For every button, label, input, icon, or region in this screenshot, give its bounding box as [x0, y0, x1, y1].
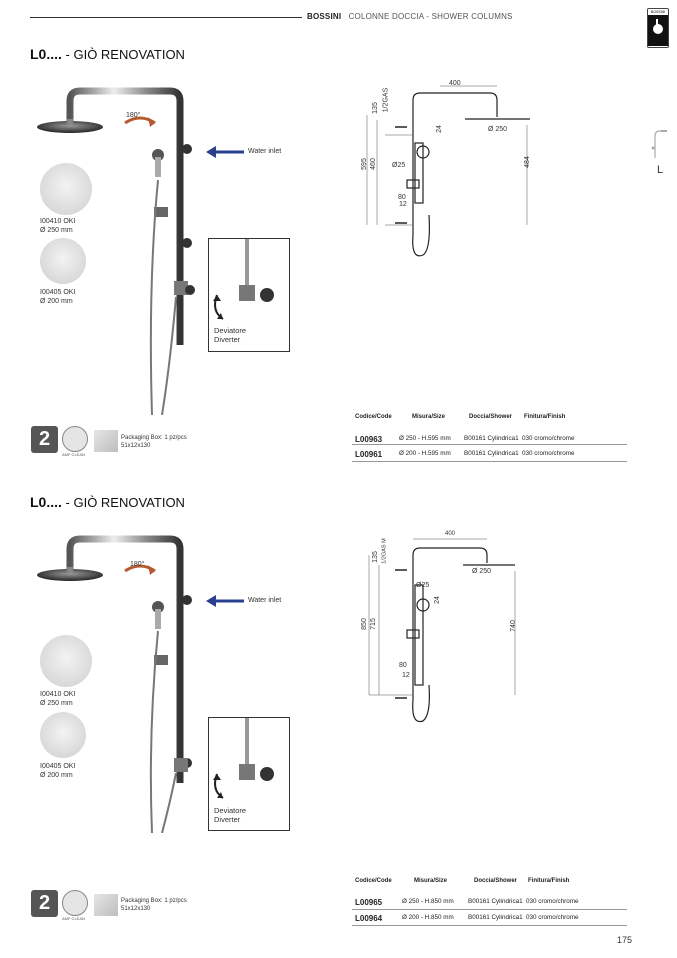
dim-12: 12 — [399, 201, 407, 208]
shower-head-thumbnail — [40, 163, 92, 215]
row-divider — [352, 461, 627, 462]
diverter-label-en: Diverter — [214, 335, 241, 344]
row-size: Ø 250 - H.595 mm — [399, 435, 451, 442]
dim-12: 12 — [402, 672, 410, 679]
col-header: Codice/Code — [355, 878, 392, 884]
head-code: I00405 OKI — [40, 289, 76, 296]
row-finish: 030 cromo/chrome — [522, 450, 575, 457]
packaging-text: Packaging Box: 1 pz/pcs — [121, 435, 187, 441]
shower-head-thumbnail — [40, 238, 86, 284]
row-shower: B00161 Cylindrica1 — [464, 435, 519, 442]
product-table — [352, 413, 627, 465]
dim-diameter-head: Ø 250 — [488, 126, 508, 133]
col-header: Finitura/Finish — [528, 878, 570, 884]
dim-diameter-head: Ø 250 — [472, 568, 492, 575]
head-size: Ø 250 mm — [40, 227, 73, 234]
row-finish: 030 cromo/chrome — [522, 435, 575, 442]
dim-850: 850 — [360, 618, 368, 630]
row-size: Ø 250 - H.850 mm — [402, 898, 454, 905]
water-inlet-label: Water inlet — [248, 148, 282, 155]
product-name: - GIÒ RENOVATION — [65, 495, 185, 510]
page-number: 175 — [617, 935, 633, 945]
product-name: - GIÒ RENOVATION — [65, 47, 185, 62]
side-tab-column-icon — [649, 128, 669, 166]
dim-484: 484 — [523, 156, 531, 168]
dim-740: 740 — [509, 620, 517, 632]
section-en: - SHOWER COLUMNS — [426, 12, 513, 21]
amf-clean-icon — [62, 426, 88, 452]
col-header: Doccia/Shower — [469, 414, 513, 420]
row-code: L00965 — [355, 898, 383, 907]
row-shower: B00161 Cylindrica1 — [468, 914, 523, 921]
packaging-dims: 51x12x130 — [121, 906, 151, 912]
packaging-box-icon — [94, 894, 118, 916]
diverter-label-it: Deviatore — [214, 806, 247, 815]
dim-width: 400 — [445, 531, 456, 537]
col-header: Doccia/Shower — [474, 878, 518, 884]
rotation-label: 180° — [130, 561, 145, 568]
amf-clean-icon — [62, 890, 88, 916]
row-finish: 030 cromo/chrome — [526, 898, 579, 905]
product-table — [352, 877, 627, 929]
header-breadcrumb — [307, 12, 513, 21]
head-size: Ø 200 mm — [40, 298, 73, 305]
product-title — [30, 46, 185, 62]
warranty-years-icon: 2 — [31, 426, 58, 453]
shower-head-thumbnail — [40, 635, 92, 687]
section-it: COLONNE DOCCIA — [348, 12, 424, 21]
row-shower: B00161 Cylindrica1 — [464, 450, 519, 457]
dim-gas: 1/2GAS M — [381, 538, 388, 564]
row-finish: 030 cromo/chrome — [526, 914, 579, 921]
product-code-prefix: L0.... — [30, 494, 62, 510]
dim-diameter-bar: Ø25 — [416, 582, 430, 589]
dim-24: 24 — [435, 125, 443, 133]
logo-mark — [648, 15, 668, 46]
dim-460: 460 — [369, 158, 377, 170]
dim-diameter-bar: Ø25 — [392, 162, 406, 169]
row-shower: B00161 Cylindrica1 — [468, 898, 523, 905]
logo-text: BOSSINI — [650, 10, 666, 14]
amf-clean-caption: AMF CLEAN — [62, 452, 85, 457]
header-rule — [30, 17, 302, 18]
col-header: Misura/Size — [412, 414, 446, 420]
warranty-years-icon: 2 — [31, 890, 58, 917]
side-tab-letter: L — [657, 164, 664, 176]
col-header: Codice/Code — [355, 414, 392, 420]
brand-name: BOSSINI — [307, 12, 342, 21]
row-code: L00961 — [355, 450, 383, 459]
row-divider — [352, 444, 627, 445]
row-divider — [352, 909, 627, 910]
col-header: Finitura/Finish — [524, 414, 566, 420]
head-code: I00405 OKI — [40, 763, 76, 770]
amf-clean-caption: AMF CLEAN — [62, 916, 85, 921]
rotation-label: 180° — [126, 112, 141, 119]
row-code: L00964 — [355, 914, 383, 923]
head-code: I00410 OKI — [40, 691, 76, 698]
col-header: Misura/Size — [414, 878, 448, 884]
dim-width: 400 — [449, 80, 461, 87]
row-size: Ø 200 - H.850 mm — [402, 914, 454, 921]
product-title — [30, 494, 185, 510]
diverter-label-it: Deviatore — [214, 326, 247, 335]
dim-135: 135 — [371, 551, 379, 563]
dim-24: 24 — [433, 596, 441, 604]
dim-gas: 1/2GAS — [382, 87, 390, 113]
row-size: Ø 200 - H.595 mm — [399, 450, 451, 457]
dim-80: 80 — [398, 194, 406, 201]
dim-715: 715 — [369, 618, 377, 630]
dim-80: 80 — [399, 662, 407, 669]
row-code: L00963 — [355, 435, 383, 444]
brand-logo — [647, 8, 669, 48]
dim-135: 135 — [371, 102, 379, 114]
head-size: Ø 250 mm — [40, 700, 73, 707]
head-code: I00410 OKI — [40, 218, 76, 225]
diverter-label-en: Diverter — [214, 815, 241, 824]
dim-595: 595 — [360, 158, 368, 170]
water-inlet-label: Water inlet — [248, 597, 282, 604]
shower-head-thumbnail — [40, 712, 86, 758]
head-size: Ø 200 mm — [40, 772, 73, 779]
packaging-text: Packaging Box: 1 pz/pcs — [121, 898, 187, 904]
packaging-box-icon — [94, 430, 118, 452]
product-code-prefix: L0.... — [30, 46, 62, 62]
packaging-dims: 51x12x130 — [121, 443, 151, 449]
row-divider — [352, 925, 627, 926]
